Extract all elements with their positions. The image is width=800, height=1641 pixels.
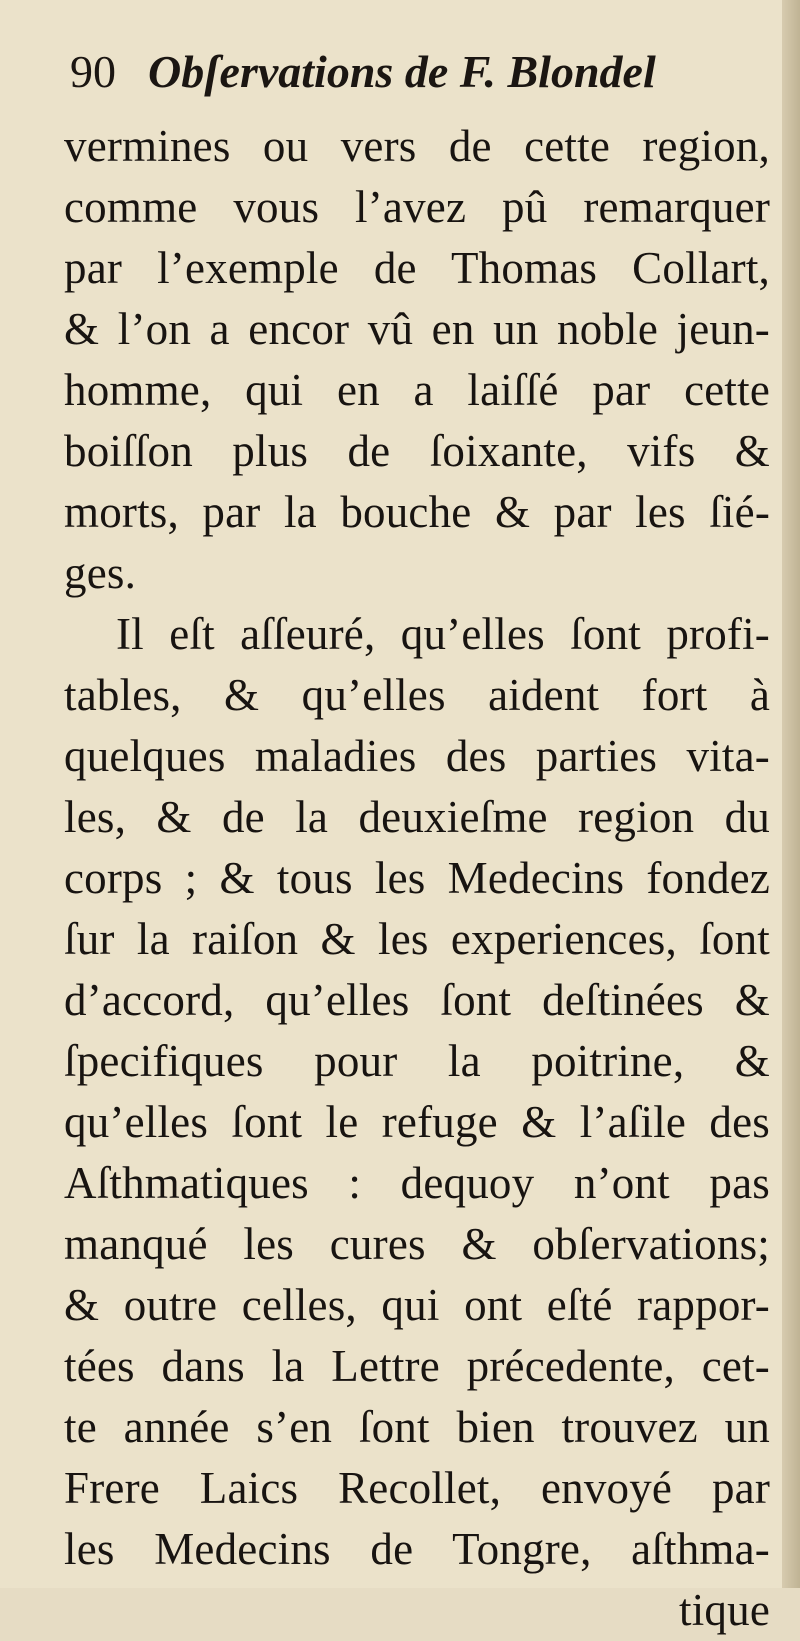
text-line: & l’on a encor vû en un noble jeun-	[64, 304, 770, 354]
text-line: te année s’en ſont bien trouvez un	[64, 1402, 770, 1452]
running-head	[70, 40, 750, 104]
text-line: morts, par la bouche & par les ſié-	[64, 487, 770, 537]
text-line: corps ; & tous les Medecins fondez	[64, 853, 770, 903]
catchword: tique	[679, 1585, 770, 1635]
text-line: ſpecifiques pour la poitrine, &	[64, 1036, 770, 1086]
text-line: d’accord, qu’elles ſont deſtinées &	[64, 975, 770, 1025]
text-line: par l’exemple de Thomas Collart,	[64, 243, 770, 293]
text-line: manqué les cures & obſervations;	[64, 1219, 770, 1269]
page-number: 90	[70, 46, 116, 97]
text-line: ſur la raiſon & les experiences, ſont	[64, 914, 770, 964]
running-title: Obſervations de F. Blondel	[148, 46, 656, 97]
text-line: qu’elles ſont le refuge & l’aſile des	[64, 1097, 770, 1147]
text-line: ges.	[64, 548, 137, 598]
text-line: les, & de la deuxieſme region du	[64, 792, 770, 842]
text-line: boiſſon plus de ſoixante, vifs &	[64, 426, 770, 476]
text-line: les Medecins de Tongre, aſthma-	[64, 1524, 770, 1574]
text-line: quelques maladies des parties vita-	[64, 731, 770, 781]
text-block	[64, 116, 770, 1641]
text-line: vermines ou vers de cette region,	[64, 121, 770, 171]
text-line: homme, qui en a laiſſé par cette	[64, 365, 770, 415]
text-line: tables, & qu’elles aident fort à	[64, 670, 770, 720]
paragraph-first-line: Il eſt aſſeuré, qu’elles ſont profi-	[116, 609, 770, 659]
text-line: tées dans la Lettre précedente, cet-	[64, 1341, 770, 1391]
page-edge	[782, 0, 800, 1588]
text-line: & outre celles, qui ont eſté rappor-	[64, 1280, 770, 1330]
text-line: Aſthmatiques : dequoy n’ont pas	[64, 1158, 770, 1208]
text-line: Frere Laics Recollet, envoyé par	[64, 1463, 770, 1513]
text-line: comme vous l’avez pû remarquer	[64, 182, 770, 232]
